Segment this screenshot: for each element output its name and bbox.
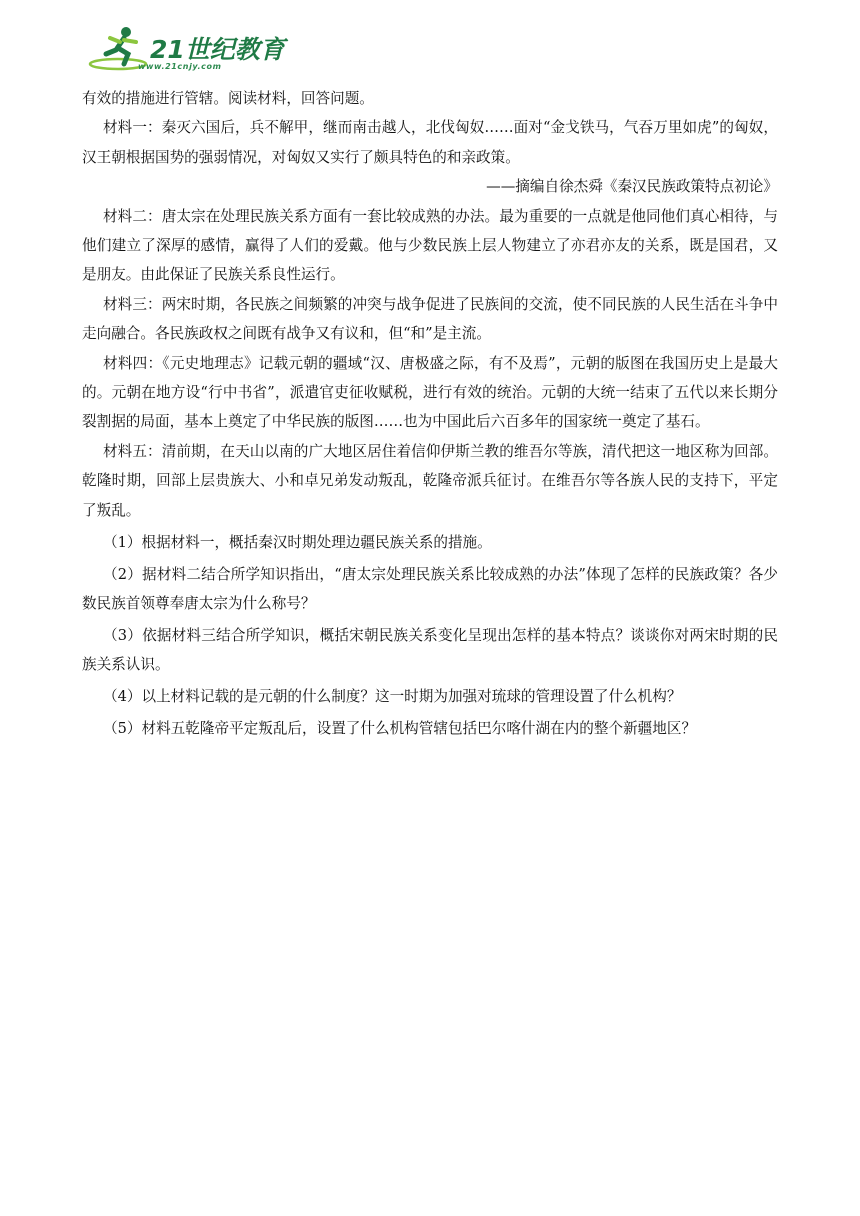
intro-line: 有效的措施进行管辖。阅读材料，回答问题。 [82, 90, 374, 107]
material-4: 材料四：《元史地理志》记载元朝的疆域“汉、唐极盛之际，有不及焉”，元朝的版图在我国历史上是最大的。元朝在地方设“行中书省”，派遣官吏征收赋税，进行有效的统治。元朝的大统一结束了五代以来长期分裂割据的局面，基本上奠定了中华民族的版图……也为中国此后六百多年的国家统一奠定了基石。 [82, 354, 778, 431]
material-2: 材料二：唐太宗在处理民族关系方面有一套比较成熟的办法。最为重要的一点就是他同他们真心相待，与他们建立了深厚的感情，赢得了人们的爱戴。他与少数民族上层人物建立了亦君亦友的关系，既是国君，又是朋友。由此保证了民族关系良性运行。 [82, 207, 778, 284]
site-header [88, 24, 285, 76]
question-3: （3）依据材料三结合所学知识，概括宋朝民族关系变化呈现出怎样的基本特点？谈谈你对两宋时期的民族关系认识。 [82, 626, 778, 674]
material-5: 材料五：清前期，在天山以南的广大地区居住着信仰伊斯兰教的维吾尔等族，清代把这一地区称为回部。乾隆时期，回部上层贵族大、小和卓兄弟发动叛乱，乾隆帝派兵征讨。在维吾尔等各族人民的支持下，平定了叛乱。 [82, 442, 778, 519]
logo-url-text: www.21cnjy.com [138, 62, 222, 71]
question-1: （1）根据材料一，概括秦汉时期处理边疆民族关系的措施。 [103, 533, 492, 551]
material-3: 材料三：两宋时期，各民族之间频繁的冲突与战争促进了民族间的交流，使不同民族的人民生活在斗争中走向融合。各民族政权之间既有战争又有议和，但“和”是主流。 [82, 295, 778, 343]
document-body [82, 84, 778, 743]
material-1-source: ——摘编自徐杰舜《秦汉民族政策特点初论》 [486, 178, 778, 196]
question-5: （5）材料五乾隆帝平定叛乱后，设置了什么机构管辖包括巴尔喀什湖在内的整个新疆地区？ [103, 720, 697, 738]
logo-brand-text: 21世纪教育 [150, 35, 285, 64]
question-2: （2）据材料二结合所学知识指出，“唐太宗处理民族关系比较成熟的办法”体现了怎样的民族政策？各少数民族首领尊奉唐太宗为什么称号？ [82, 565, 778, 612]
question-4: （4）以上材料记载的是元朝的什么制度？这一时期为加强对琉球的管理设置了什么机构？ [103, 688, 682, 706]
material-1: 材料一：秦灭六国后，兵不解甲，继而南击越人，北伐匈奴……面对“金戈铁马，气吞万里如虎”的匈奴，汉王朝根据国势的强弱情况，对匈奴又实行了颇具特色的和亲政策。 [82, 119, 778, 166]
